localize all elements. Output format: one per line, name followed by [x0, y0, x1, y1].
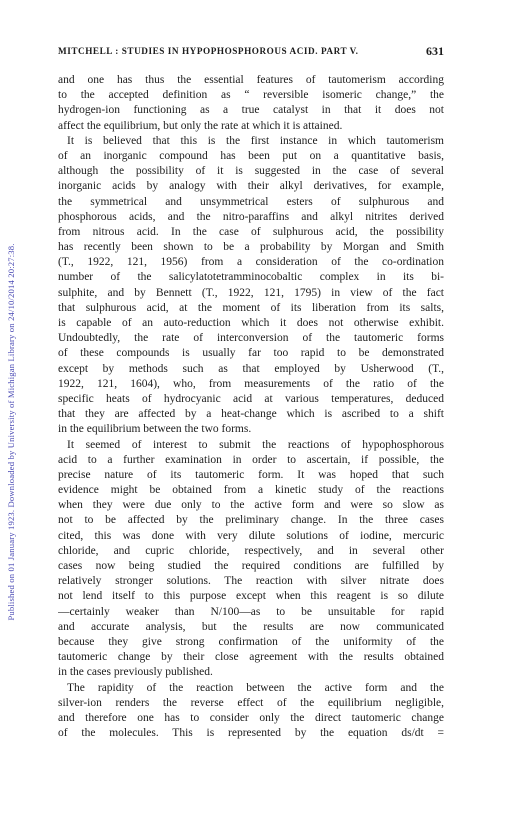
text-line: has recently been shown to be a probability by Morgan and Smith: [58, 241, 444, 254]
text-line: from nitrous acid. In the case of sulphurous acid, the possibility: [58, 225, 444, 238]
article-body: [58, 73, 444, 741]
text-line: It seemed of interest to submit the reactions of hypophosphorous: [67, 438, 444, 451]
text-line: not lend itself to this purpose except when this reagent is so dilute: [58, 590, 444, 603]
download-watermark-text: Published on 01 January 1923. Downloaded by University of Michigan Library on 24/10/2014 20:27:38.: [6, 243, 16, 621]
text-line: that sulphurous acid, at the moment of its liberation from its salts,: [58, 301, 444, 314]
text-line: and therefore one has to consider only the direct tautomeric change: [58, 711, 444, 724]
text-line: evidence might be obtained from a kinetic study of the reactions: [58, 484, 444, 497]
text-line: sulphite, and by Bennett (T., 1922, 121, 1795) in view of the fact: [58, 286, 444, 299]
text-line: Undoubtedly, the rate of interconversion of the tautomeric forms: [58, 332, 444, 345]
text-line: 1922, 121, 1604), who, from measurements of the ratio of the: [58, 377, 444, 390]
text-line: silver-ion renders the reverse effect of the equilibrium negligible,: [58, 696, 444, 709]
text-line: because they give strong confirmation of the uniformity of the: [58, 635, 444, 648]
text-line: is capable of an auto-reduction which it does not otherwise exhibit.: [58, 317, 444, 329]
text-line: not to be affected by the preliminary change. In the three cases: [58, 514, 444, 527]
text-line: in the equilibrium between the two forms.: [58, 423, 252, 436]
text-line: that they are affected by a heat-change which is ascribed to a shift: [58, 408, 444, 421]
text-line: The rapidity of the reaction between the active form and the: [67, 681, 444, 694]
text-line: of the molecules. This is represented by the equation ds/dt =: [58, 727, 444, 740]
text-line: the symmetrical and unsymmetrical esters of sulphurous and: [58, 195, 444, 208]
text-line: hydrogen-ion functioning as a true catalyst in that it does not: [58, 104, 444, 117]
text-line: tautomeric change by their close agreement with the results obtained: [58, 651, 444, 664]
text-line: chloride, and cupric chloride, respectively, and in several other: [58, 544, 444, 557]
text-line: cited, this was done with very dilute solutions of iodine, mercuric: [58, 529, 444, 542]
text-line: (T., 1922, 121, 1956) from a consideration of the co-ordination: [58, 256, 444, 269]
text-line: and one has thus the essential features of tautomerism according: [58, 74, 444, 86]
text-line: phosphorous acids, and the nitro-paraffins and alkyl nitrites derived: [58, 210, 444, 223]
page-number: 631: [426, 44, 444, 58]
text-line: precise nature of its tautomeric form. It was hoped that such: [58, 468, 444, 481]
text-line: —certainly weaker than N/100—as to be unsuitable for rapid: [58, 605, 444, 618]
running-title: MITCHELL : STUDIES IN HYPOPHOSPHOROUS ACID. PART V.: [58, 46, 359, 56]
text-line: acid to a further examination in order to ascertain, if possible, the: [58, 453, 444, 466]
text-line: inorganic acids by analogy with their alkyl derivatives, for example,: [58, 180, 444, 193]
text-line: relatively stronger solutions. The reaction with silver nitrate does: [58, 575, 444, 588]
page-header: [58, 44, 444, 60]
download-watermark: [0, 60, 22, 805]
text-line: in the cases previously published.: [58, 666, 213, 679]
text-line: although the possibility of it is suggested in the case of several: [58, 165, 444, 178]
text-line: when they were due only to the active form and were so slow as: [58, 499, 444, 512]
text-line: number of the salicylatotetramminocobaltic complex in its bi-: [58, 271, 444, 284]
text-line: of an inorganic compound has been put on a quantitative basis,: [58, 149, 444, 162]
text-line: of these compounds is usually far too rapid to be demonstrated: [58, 347, 444, 360]
text-line: affect the equilibrium, but only the rate at which it is attained.: [58, 119, 343, 132]
text-line: to the accepted definition as “ reversible isomeric change,” the: [58, 89, 444, 102]
text-line: except by methods such as that employed by Usherwood (T.,: [58, 362, 444, 375]
text-line: and accurate analysis, but the results are now communicated: [58, 620, 444, 633]
text-line: specific heats of hydrocyanic acid at various temperatures, deduced: [58, 392, 444, 405]
text-line: cases now being studied the required conditions are fulfilled by: [58, 560, 444, 572]
text-line: It is believed that this is the first instance in which tautomerism: [67, 134, 444, 147]
